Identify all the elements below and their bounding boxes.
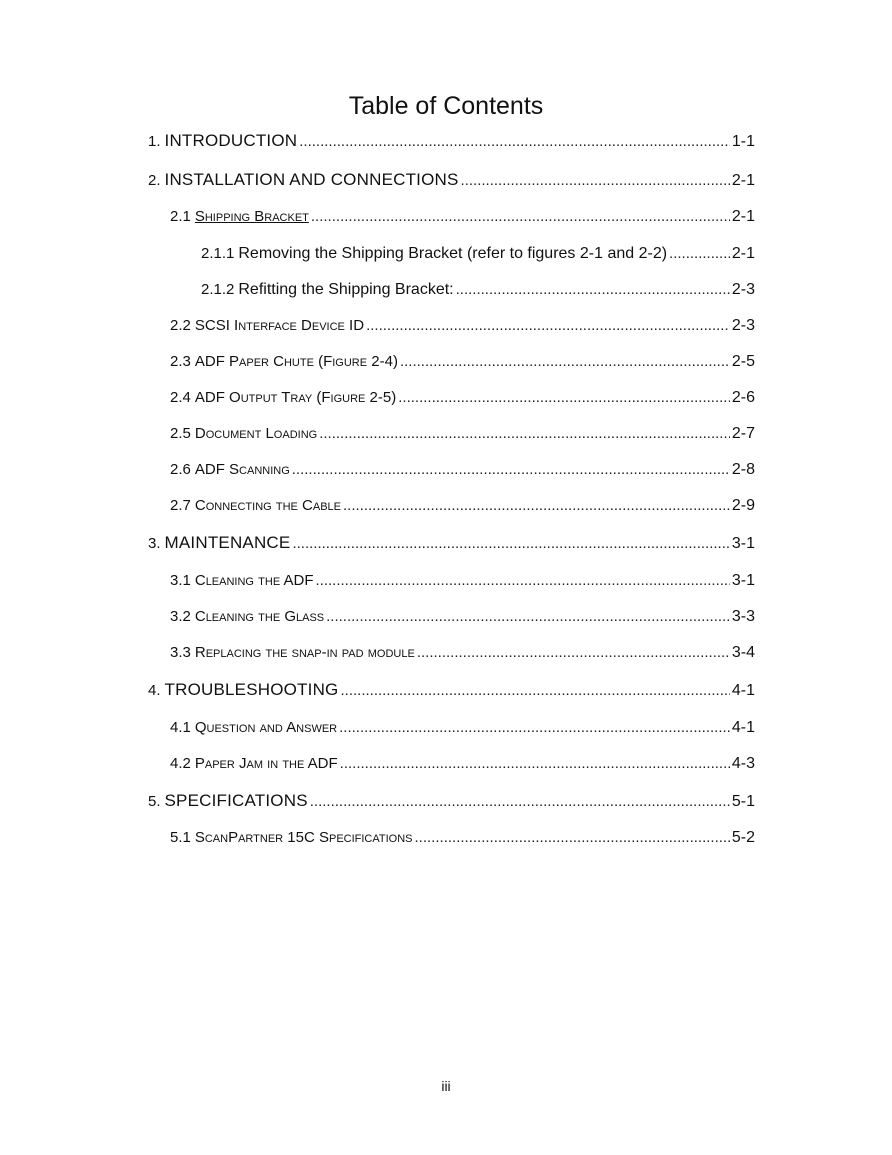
toc-entry-number: 2.1.2 xyxy=(201,281,235,298)
toc-entry-cleaning-adf[interactable] xyxy=(170,569,755,593)
toc-entry-page: 2-6 xyxy=(731,389,755,406)
dot-leader xyxy=(669,242,730,266)
dot-leader xyxy=(456,278,730,302)
dot-leader xyxy=(292,458,730,482)
dot-leader xyxy=(366,314,730,338)
toc-entry-title: INSTALLATION AND CONNECTIONS xyxy=(164,170,459,189)
dot-leader xyxy=(339,716,730,740)
toc-entry-title: Refitting the Shipping Bracket: xyxy=(238,281,454,298)
toc-entry-title: Cleaning the ADF xyxy=(194,572,314,589)
toc-entry-number: 2.6 xyxy=(170,461,191,478)
toc-entry-number: 2.1.1 xyxy=(201,245,235,262)
toc-entry-connecting-cable[interactable] xyxy=(170,494,755,518)
toc-entry-specifications[interactable] xyxy=(148,789,755,813)
toc-entry-number: 4. xyxy=(148,682,161,699)
dot-leader xyxy=(417,641,730,665)
dot-leader xyxy=(461,169,730,193)
toc-entry-refitting-shipping-bracket[interactable] xyxy=(201,278,755,302)
toc-entry-paper-jam[interactable] xyxy=(170,752,755,776)
toc-entry-page: 5-1 xyxy=(731,793,755,810)
dot-leader xyxy=(340,752,730,776)
toc-entry-adf-output-tray[interactable] xyxy=(170,386,755,410)
toc-entry-number: 2.5 xyxy=(170,425,191,442)
page-title: Table of Contents xyxy=(348,92,544,120)
toc-entry-page: 2-7 xyxy=(731,425,755,442)
toc-entry-replacing-pad-module[interactable] xyxy=(170,641,755,665)
toc-entry-title: SPECIFICATIONS xyxy=(164,791,308,810)
toc-entry-page: 1-1 xyxy=(731,133,755,150)
toc-entry-page: 4-1 xyxy=(731,719,755,736)
toc-entry-cleaning-glass[interactable] xyxy=(170,605,755,629)
toc-entry-number: 5. xyxy=(148,793,161,810)
toc-entry-removing-shipping-bracket[interactable] xyxy=(201,242,755,266)
dot-leader xyxy=(316,569,730,593)
toc-entry-number: 2.4 xyxy=(170,389,191,406)
toc-entry-number: 2.3 xyxy=(170,353,191,370)
dot-leader xyxy=(292,532,729,556)
toc-entry-page: 2-5 xyxy=(731,353,755,370)
toc-entry-page: 2-9 xyxy=(731,497,755,514)
toc-entry-title: Document Loading xyxy=(194,425,318,442)
toc-entry-title: ADF Scanning xyxy=(194,461,290,478)
toc-entry-title: Paper Jam in the ADF xyxy=(194,755,338,772)
toc-entry-title: ADF Output Tray (Figure 2-5) xyxy=(194,389,397,406)
toc-entry-page: 3-1 xyxy=(731,535,755,552)
toc-entry-maintenance[interactable] xyxy=(148,531,755,555)
toc-entry-number: 2.7 xyxy=(170,497,191,514)
toc-entry-page: 2-3 xyxy=(731,281,755,298)
toc-entry-number: 4.2 xyxy=(170,755,191,772)
toc-entry-troubleshooting[interactable] xyxy=(148,678,755,702)
dot-leader xyxy=(310,790,730,814)
toc-entry-page: 2-8 xyxy=(731,461,755,478)
toc-entry-page: 2-3 xyxy=(731,317,755,334)
toc-entry-page: 2-1 xyxy=(731,208,755,225)
toc-entry-adf-scanning[interactable] xyxy=(170,458,755,482)
toc-entry-page: 3-1 xyxy=(731,572,755,589)
toc-entry-title: Question and Answer xyxy=(194,719,338,736)
toc-entry-title: ADF Paper Chute (Figure 2-4) xyxy=(194,353,398,370)
dot-leader xyxy=(415,826,730,850)
page-number: iii xyxy=(441,1078,451,1094)
toc-entry-title: INTRODUCTION xyxy=(164,131,298,150)
toc-entry-title: Cleaning the Glass xyxy=(194,608,325,625)
toc-entry-adf-paper-chute[interactable] xyxy=(170,350,755,374)
dot-leader xyxy=(340,679,729,703)
dot-leader xyxy=(343,494,730,518)
toc-entry-title: Removing the Shipping Bracket (refer to figures 2-1 and 2-2) xyxy=(238,245,668,262)
toc-entry-number: 3.2 xyxy=(170,608,191,625)
toc-entry-title: ScanPartner 15C Specifications xyxy=(194,829,413,846)
toc-entry-number: 3.1 xyxy=(170,572,191,589)
dot-leader xyxy=(311,205,730,229)
toc-entry-page: 3-4 xyxy=(731,644,755,661)
dot-leader xyxy=(299,130,730,154)
toc-entry-number: 5.1 xyxy=(170,829,191,846)
toc-entry-title: Replacing the snap-in pad module xyxy=(194,644,415,661)
toc-entry-page: 4-3 xyxy=(731,755,755,772)
toc-entry-title: Shipping Bracket xyxy=(194,208,309,225)
toc-entry-title: SCSI Interface Device ID xyxy=(194,317,365,334)
toc-entry-installation[interactable] xyxy=(148,168,755,192)
toc-entry-page: 2-1 xyxy=(731,245,755,262)
toc-entry-title: MAINTENANCE xyxy=(164,533,291,552)
toc-entry-number: 4.1 xyxy=(170,719,191,736)
toc-entry-title: Connecting the Cable xyxy=(194,497,341,514)
toc-entry-title: TROUBLESHOOTING xyxy=(164,680,339,699)
toc-entry-scsi-interface[interactable] xyxy=(170,314,755,338)
toc-entry-page: 4-1 xyxy=(731,682,755,699)
dot-leader xyxy=(319,422,730,446)
toc-entry-number: 1. xyxy=(148,133,161,150)
toc-entry-number: 2. xyxy=(148,172,161,189)
toc-entry-question-answer[interactable] xyxy=(170,716,755,740)
toc-entry-page: 2-1 xyxy=(731,172,755,189)
dot-leader xyxy=(398,386,730,410)
toc-entry-number: 3.3 xyxy=(170,644,191,661)
toc-entry-page: 3-3 xyxy=(731,608,755,625)
toc-entry-introduction[interactable] xyxy=(148,129,755,153)
dot-leader xyxy=(400,350,730,374)
toc-entry-document-loading[interactable] xyxy=(170,422,755,446)
toc-entry-page: 5-2 xyxy=(731,829,755,846)
toc-entry-number: 3. xyxy=(148,535,161,552)
toc-entry-scanpartner-specifications[interactable] xyxy=(170,826,755,850)
toc-entry-number: 2.1 xyxy=(170,208,191,225)
toc-entry-shipping-bracket[interactable] xyxy=(170,205,755,229)
toc-entry-number: 2.2 xyxy=(170,317,191,334)
dot-leader xyxy=(326,605,730,629)
